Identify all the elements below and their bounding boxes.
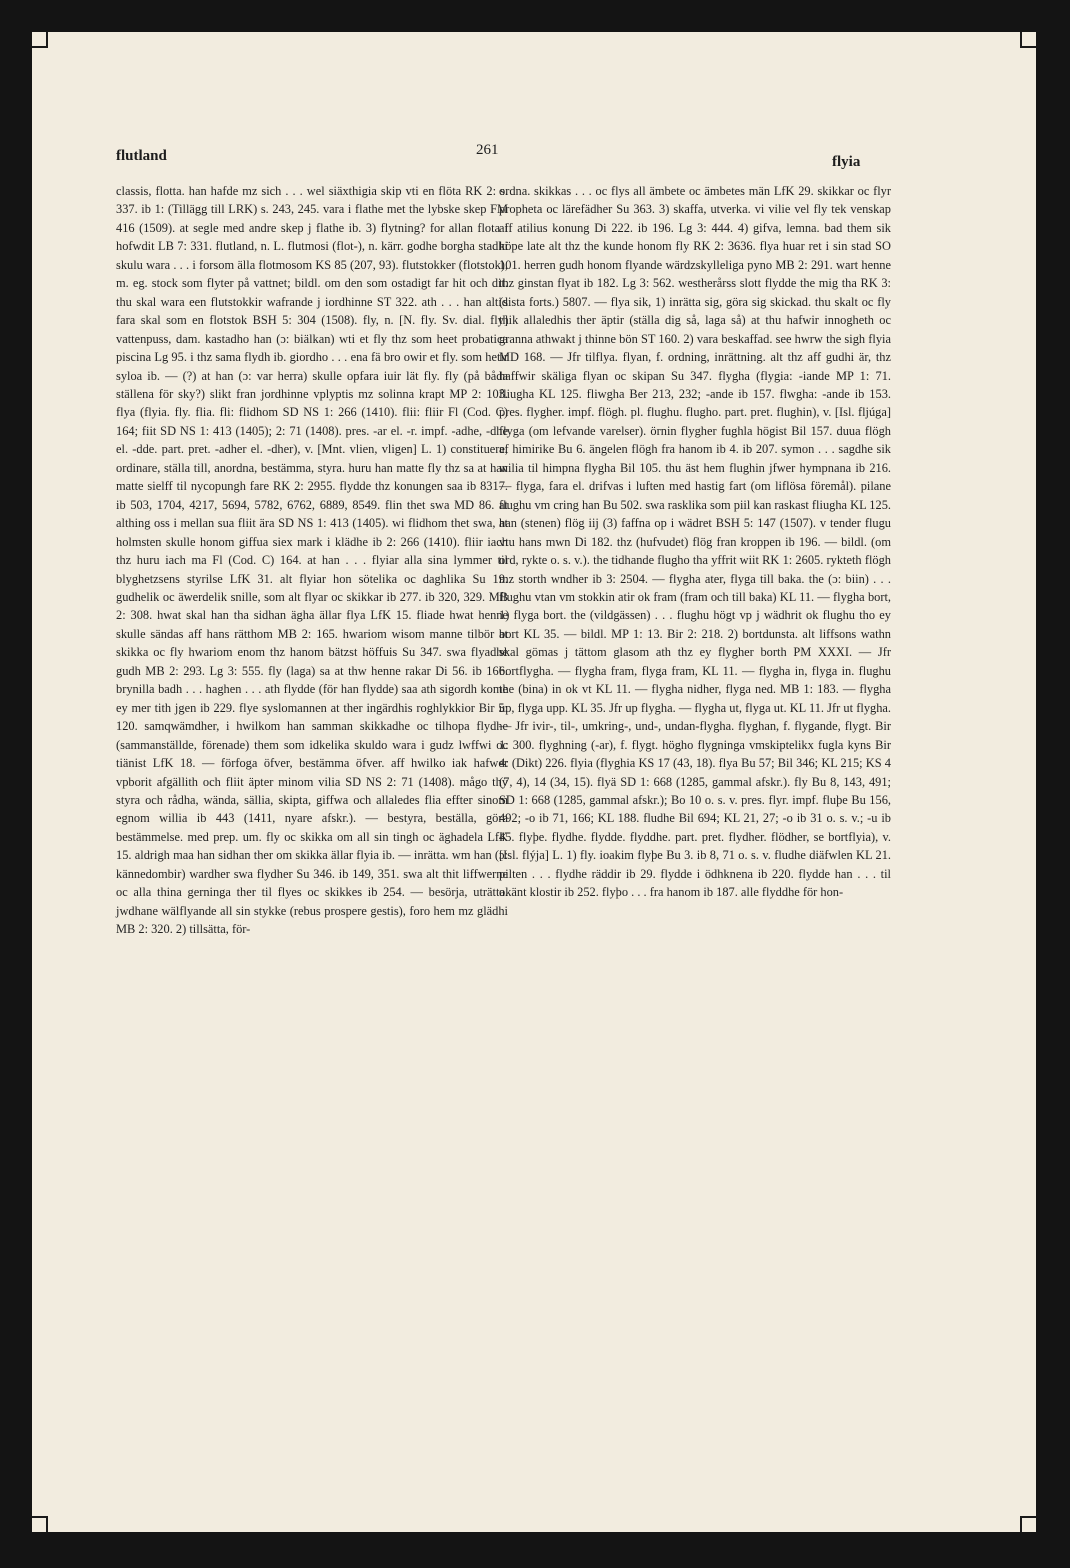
right-column-text: ordna. skikkas . . . oc flys all ämbete oc ämbetes män LfK 29. skikkar oc flyr propheta oc lärefädher Su 363. 3) skaffa, utverka. vi vilie vel fly tek venskap aff atilius konung Di 222. ib 196. Lg 3: 444. 4) gifva, lemna. bad them sik köpe late alt thz the kunde honom fly RK 2: 3636. flya huar ret i sin stad SO 101. herren gudh honom flyande wärdzskylleliga pyno MB 2: 291. wart henne thz ginstan flyat ib 182. Lg 3: 562. westherårss slott flydde the mig tha RK 3: (sista forts.) 5807. — flya sik, 1) inrätta sig, göra sig skickad. thu skalt oc fly thik allaledhis ther äptir (ställa dig så, laga så) at thu hafwir innogheth oc granna athwakt j thinne bön ST 160. 2) vara beskaffad. see hwrw the sigh flyia MD 168. — Jfr tilflya. flyan, f. ordning, inrättning. alt thz aff gudhi är, thz haffwir skäliga flyan oc skipan Su 347. flygha (flygia: -iande MP 1: 71. fliugha KL 125. fliwgha Ber 213, 232; -ande ib 157. flwgha: -ande ib 153. pres. flygher. impf. flögh. pl. flughu. flugho. part. pret. flughin), v. [Isl. fljúga] flyga (om lefvande varelser). örnin flygher fughla högist Bil 157. duua flögh af himirike Bu 6. ängelen flögh fra hanom ib 4. ib 207. symon . . . sagdhe sik wilia til himpna flygha Bil 105. thu äst hem flughin jfwer hympnana ib 216. — flyga, fara el. drifvas i luften med hastig fart (om liflösa föremål). pilane flughu vm cring han Bu 502. swa rasklika som piil kan raskast fliugha KL 125. han (stenen) flög iij (3) faffna op i wädret BSH 5: 147 (1507). v tender flugu vtu hans mwn Di 182. thz (hufvudet) flög fran kroppen ib 196. — bildl. (om ord, rykte o. s. v.). the tidhande flugho tha yffrit wiit RK 1: 2605. rykteth flögh mz storth wndher ib 3: 2504. — flygha ater, flyga till baka. the (ɔ: biin) . . . flughu vtan vm stokkin atir ok fram (fram och till baka) KL 11. — flygha bort, 1) flyga bort. the (vildgässen) . . . flughu högt vp j wädhrit ok flughu tho ey bort KL 35. — bildl. MP 1: 13. Bir 2: 218. 2) bortdunsta. alt liffsons wathn skal gömas j tättom glasom ath thz ey flygher borth PM XXXI. — Jfr bortflygha. — flygha fram, flyga fram, KL 11. — flygha in, flyga in. flughu the (bina) in ok vt KL 11. — flygha nidher, flyga ned. MB 1: 183. — flygha up, flyga upp. KL 35. Jfr up flygha. — flygha ut, flyga ut. KL 11. Jfr ut flygha. — Jfr ivir-, til-, umkring-, und-, undan-flygha. flyghan, f. flygande, flygt. Bir 1: 300. flyghning (-ar), f. flygt. högho flygninga vmskiptelikx fugla kyns Bir 4: (Dikt) 226. flyia (flyghia KS 17 (43, 18). flya Bu 57; Bil 346; KL 215; KS 4 (7, 4), 14 (34, 15). flyä SD 1: 668 (1285, gammal afskr.). fly Bu 8, 143, 491; SD 1: 668 (1285, gammal afskr.); Bo 10 o. s. v. pres. flyr. impf. fluþe Bu 156, 492; -o ib 71, 166; KL 188. fludhe Bil 694; KL 21, 27; -o ib 31 o. s. v.; -u ib 45. flyþe. flydhe. flydde. flyddhe. part. pret. flydher. flödher, se bortflyia), v. [Isl. flýja] L. 1) fly. ioakim flyþe Bu 3. ib 8, 71 o. s. v. fludhe diäfwlen KL 21. pilten . . . flydhe räddir ib 29. flydde i ödhknena ib 220. flydde han . . . til okänt klostir ib 252. flyþo . . . fra hanom ib 187. alle flyddhe för hon- <box>499 184 891 900</box>
corner-mark-tl-v <box>46 32 48 48</box>
dictionary-page <box>32 32 1036 1532</box>
corner-mark-br-h <box>1020 1516 1036 1518</box>
right-column <box>499 182 891 902</box>
right-guide-word: flyia <box>832 154 861 170</box>
corner-mark-tr-v <box>1020 32 1022 48</box>
left-column-text: classis, flotta. han hafde mz sich . . . wel siäxthigia skip vti en flöta RK 2: s. 337. ib 1: (Tillägg till LRK) s. 243, 245. vara i flathe met the lybske skep FM 416 (1509). at segle med andre skep j flathe ib. 3) flytning? for allan flota i hofwdit LB 7: 331. flutland, n. L. flutmosi (flot-), n. kärr. godhe borgha stadhi skulu wara . . . i forsom älla flotmosom KS 85 (207, 93). flutstokker (flotstok), m. eg. stock som flyter på vattnet; bildl. om den som ostadigt far hit och dit. thu skal wara een flutstokkir wafrande j iordhinne ST 322. ath . . . han altid fara skal som en flotstok BSH 5: 304 (1508). fly, n. [N. fly. Sv. dial. fly] vattenpuss, dam. kastadho han (ɔ: biälkan) wti et fly thz som heet probatica piscina Lg 95. i thz sama flydh ib. giordho . . . ena fä bro owir et fly. som hetir syloa ib. — (?) at han (ɔ: var herra) skulle opfara iuir lät fly. fly (på båda ställena för sky?) slikt fran jordhinne vplyptis mz solinna krapt MP 2: 103. flya (flyia. fly. flia. fli: flidhom SD NS 1: 266 (1410). flii: fliir Fl (Cod. C) 164; fiit SD NS 1: 413 (1405); 2: 71 (1408). pres. -ar el. -r. impf. -adhe, -dhe el. -dde. part. pret. -adher el. -dher), v. [Mnt. vlien, vligen] L. 1) constituere, ordinare, ställa till, anordna, bestämma, styra. huru han matte fly thz sa at han matte sielff til nycopungh fare RK 2: 2955. flydde thz konungen saa ib 8317. ib 503, 1704, 4217, 5694, 5782, 6762, 6889, 8549. flin thet swa MD 86. at althing oss i mellan sua fliit ära SD NS 1: 413 (1405). wi flidhom thet swa, at holmsten skulle honom giffua siex mark i klädhe ib 2: 266 (1410). fliir iach thz huru iach ma Fl (Cod. C) 164. at han . . . flyiar alla sina lymmer til blyghetzsens styrilse LfK 31. alt flyiar hon sötelika oc daghlika Su 19. gudhelik oc äwerdelik snille, som alt flyar oc skikkar ib 277. ib 320, 329. MB 2: 308. hwat skal han tha sidhan ägha ällar flya LfK 15. fliade hwat henne skulle sändas aff hans rätthom MB 2: 165. hwariom wisom manne tilbör at skikka oc fly hwariom enom thz hanom bätzst höffuis Su 347. swa flyadhe gudh MB 2: 293. Lg 3: 555. fly (laga) sa at thw henne rakar Di 56. ib 166. brynilla badh . . . haghen . . . ath flydde (för han flydde) saa ath sigordh kome ey mer tith jgen ib 229. flye syslomannen at ther ingärdhis roghlykkior Bir 5: 120. samqwämdher, i hwilkom han samman skikkadhe oc tilhopa flydhe (sammanställde, förenade) them som idkelika skuldo wara i gudz lwffwi oc tiänist LfK 18. — förfoga öfver, bestämma öfver. aff hwilko iak hafwer vpborit afgällith och fliit äpter minom vilia SD NS 2: 71 (1408). mågo thy styra och rådha, wända, sällia, skipta, giffwa och allaledes flia effter sinom egnom willia ib 443 (1411, nyare afskr.). — bestyra, beställa, göra bestämmelse. med prep. um. fly oc skikka om all sin tingh oc äghadela LfK 15. aldrigh maa han sidhan ther om skikka ällar flyia ib. — inrätta. wm han (ɔ: kännedombir) wardher swa flydher Su 346. ib 149, 351. swa alt thit liffwerne oc alla thina gerninga ther til flyes oc skikkes ib 254. — besörja, uträtta. jwdhane wälflyande all sin stykke (rebus prospere gestis), foro hem mz glädhi MB 2: 320. 2) tillsätta, för- <box>116 184 508 937</box>
left-guide-word: flutland <box>116 148 167 164</box>
corner-mark-tr-h <box>1020 46 1036 48</box>
corner-mark-br-v <box>1020 1516 1022 1532</box>
corner-mark-bl-v <box>46 1516 48 1532</box>
page-header <box>32 134 1036 178</box>
left-column <box>116 182 508 939</box>
page-number: 261 <box>476 142 499 158</box>
